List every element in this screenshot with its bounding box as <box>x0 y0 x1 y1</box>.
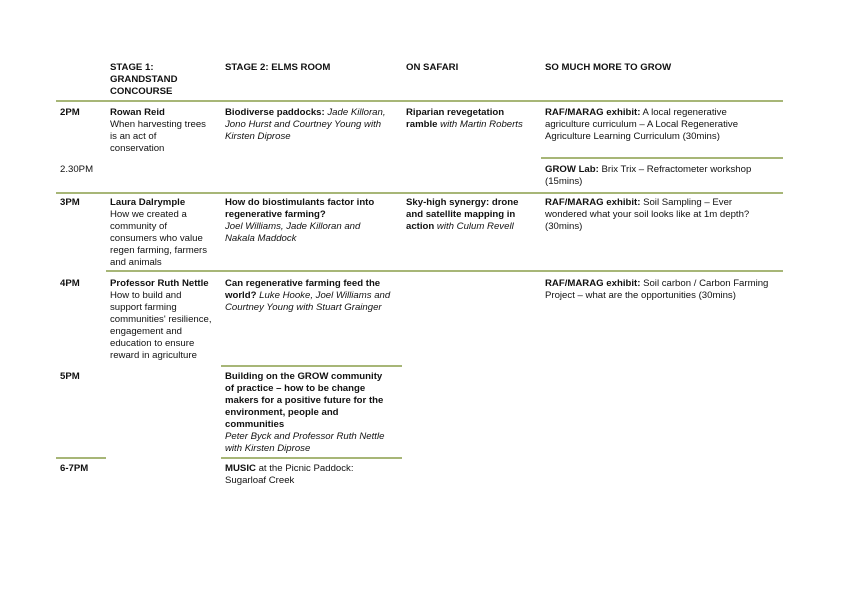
session-stage2-5pm <box>225 371 405 455</box>
session-line <box>406 119 541 131</box>
session-line: support farming <box>110 302 177 313</box>
speaker-name: Laura Dalrymple <box>110 197 186 208</box>
session-stage1-4pm <box>110 278 222 362</box>
session-safari-3pm <box>406 197 541 233</box>
session-speakers: Kirsten Diprose <box>225 131 291 142</box>
session-line: consumers who value <box>110 233 203 244</box>
rule-4pm <box>106 270 783 272</box>
session-speakers: with Martin Roberts <box>437 119 523 130</box>
time-3pm: 3PM <box>60 197 80 208</box>
session-line: wondered what your soil looks like at 1m depth? <box>545 209 750 220</box>
session-line: Project – what are the opportunities (30mins) <box>545 290 736 301</box>
session-desc: Soil Sampling – Ever <box>640 197 733 208</box>
session-line <box>225 107 405 119</box>
rule-6pm-stage2 <box>221 457 402 459</box>
session-line: education to ensure <box>110 338 195 349</box>
session-line <box>406 221 541 233</box>
rule-header <box>56 100 783 102</box>
header-stage1-line: GRANDSTAND <box>110 74 178 85</box>
session-line <box>225 463 405 475</box>
session-desc: Brix Trix – Refractometer workshop <box>598 164 752 175</box>
session-line <box>545 278 783 290</box>
session-grow-2pm <box>545 107 783 143</box>
session-line: communities' resilience, <box>110 314 212 325</box>
session-stage2-4pm <box>225 278 405 314</box>
time-6-7pm: 6-7PM <box>60 463 89 474</box>
session-safari-2pm <box>406 107 541 131</box>
session-desc: at the Picnic Paddock: <box>255 463 354 474</box>
session-speakers: Peter Byck and Professor Ruth Nettle <box>225 431 385 442</box>
header-stage2: STAGE 2: ELMS ROOM <box>225 62 331 73</box>
rule-grow-230 <box>541 157 783 159</box>
session-line: How we created a <box>110 209 187 220</box>
session-line: agriculture curriculum – A Local Regenerative <box>545 119 739 130</box>
session-line <box>545 164 783 176</box>
session-stage1-2pm <box>110 107 220 155</box>
session-grow-4pm <box>545 278 783 302</box>
session-grow-230pm <box>545 164 783 188</box>
time-5pm: 5PM <box>60 371 80 382</box>
session-title: and satellite mapping in <box>406 209 516 220</box>
session-title: makers for a positive future for the <box>225 395 384 406</box>
session-title: world? <box>225 290 257 301</box>
session-line: reward in agriculture <box>110 350 197 361</box>
speaker-name: Professor Ruth Nettle <box>110 278 209 289</box>
rule-6pm-time <box>56 457 106 459</box>
speaker-name: Rowan Reid <box>110 107 165 118</box>
session-speakers: Courtney Young with Stuart Grainger <box>225 302 382 313</box>
session-title: MUSIC <box>225 463 256 474</box>
session-line <box>545 107 783 119</box>
session-stage2-3pm <box>225 197 405 245</box>
session-stage2-2pm <box>225 107 405 143</box>
session-line: is an act of <box>110 131 157 142</box>
header-safari: ON SAFARI <box>406 62 459 73</box>
header-stage1-line: STAGE 1: <box>110 62 154 73</box>
session-desc: A local regenerative <box>640 107 727 118</box>
session-line <box>225 290 405 302</box>
session-line: Agriculture Learning Curriculum (30mins) <box>545 131 720 142</box>
header-stage1 <box>110 62 178 98</box>
session-line: (30mins) <box>545 221 583 232</box>
session-line: How to build and <box>110 290 182 301</box>
session-grow-3pm <box>545 197 783 233</box>
session-title: RAF/MARAG exhibit: <box>545 197 641 208</box>
session-line: Sugarloaf Creek <box>225 475 295 486</box>
session-line: (15mins) <box>545 176 583 187</box>
session-stage1-3pm <box>110 197 220 269</box>
session-title: Can regenerative farming feed the <box>225 278 381 289</box>
session-line: conservation <box>110 143 165 154</box>
session-speakers: Nakala Maddock <box>225 233 297 244</box>
session-title: RAF/MARAG exhibit: <box>545 107 641 118</box>
session-speakers: with Kirsten Diprose <box>225 443 311 454</box>
session-title: GROW Lab: <box>545 164 599 175</box>
session-line <box>545 197 783 209</box>
session-desc: Soil carbon / Carbon Farming <box>640 278 769 289</box>
session-title: action <box>406 221 435 232</box>
session-line: and animals <box>110 257 162 268</box>
session-line: When harvesting trees <box>110 119 206 130</box>
session-line: engagement and <box>110 326 183 337</box>
session-title: RAF/MARAG exhibit: <box>545 278 641 289</box>
session-title: regenerative farming? <box>225 209 326 220</box>
session-speakers: Jono Hurst and Courtney Young with <box>225 119 382 130</box>
session-line: community of <box>110 221 168 232</box>
time-4pm: 4PM <box>60 278 80 289</box>
rule-5pm <box>221 365 402 367</box>
session-title: of practice – how to be change <box>225 383 366 394</box>
session-title: environment, people and <box>225 407 339 418</box>
session-title: Riparian revegetation <box>406 107 505 118</box>
session-title: Sky-high synergy: drone <box>406 197 519 208</box>
session-title: Building on the GROW community <box>225 371 383 382</box>
header-grow: SO MUCH MORE TO GROW <box>545 62 672 73</box>
time-230pm: 2.30PM <box>60 164 94 175</box>
session-stage2-6-7pm <box>225 463 405 487</box>
session-line: regen farming, farmers <box>110 245 208 256</box>
session-title: How do biostimulants factor into <box>225 197 375 208</box>
session-title: ramble <box>406 119 438 130</box>
time-2pm: 2PM <box>60 107 80 118</box>
rule-3pm <box>56 192 783 194</box>
session-title: Biodiverse paddocks: <box>225 107 325 118</box>
session-title: communities <box>225 419 285 430</box>
session-speakers: Luke Hooke, Joel Williams and <box>256 290 391 301</box>
session-speakers: Joel Williams, Jade Killoran and <box>225 221 361 232</box>
header-stage1-line: CONCOURSE <box>110 86 173 97</box>
session-speakers: with Culum Revell <box>434 221 514 232</box>
session-speakers: Jade Killoran, <box>324 107 386 118</box>
